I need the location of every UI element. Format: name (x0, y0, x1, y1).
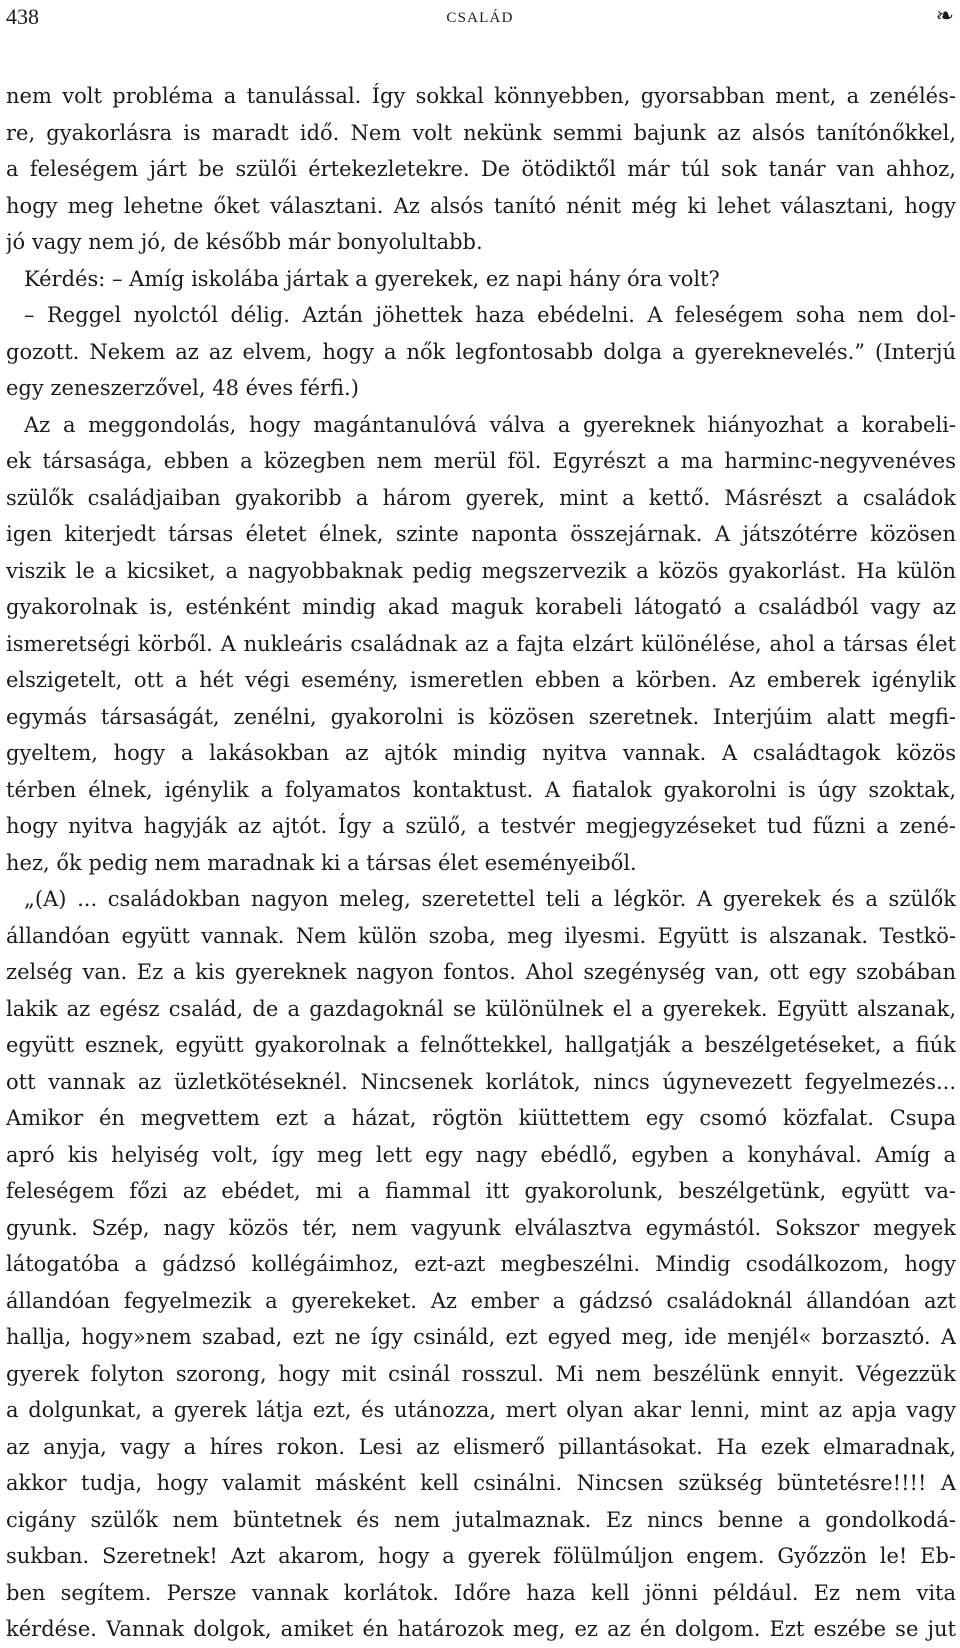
text-line: elszigetelt, ott a hét végi esemény, ismeretlen ebben a körben. Az emberek igénylik (6, 668, 956, 692)
text-line: a dolgunkat, a gyerek látja ezt, és utánozza, mert olyan akar lenni, mint az apja vagy (6, 1398, 956, 1422)
text-line: állandóan fegyelmezik a gyerekeket. Az ember a gádzsó családoknál állandóan azt (6, 1288, 956, 1313)
text-line: gyerek folyton szorong, hogy mit csinál rosszul. Mi nem beszélünk ennyit. Végezzük (6, 1361, 956, 1386)
text-line: ismeretségi körből. A nukleáris családnak az a fajta elzárt különélése, ahol a társas élet (6, 631, 956, 656)
text-line: együtt esznek, együtt gyakorolnak a felnőttekkel, hallgatják a beszélgetéseket, a fiúk (6, 1033, 956, 1057)
text-line: szülők családjaiban gyakoribb a három gyerek, mint a kettő. Másrészt a családok (6, 485, 956, 510)
text-line: feleségem főzi az ebédet, mi a fiammal itt gyakorolunk, beszélgetünk, együtt va- (6, 1179, 956, 1203)
text-line: hogy meg lehetne őket választani. Az alsós tanító nénit még ki lehet választani, hogy (6, 193, 956, 218)
text-line: hallja, hogy»nem szabad, ezt ne így csináld, ezt egyed meg, ide menjél« borzasztó. A (6, 1325, 956, 1349)
text-line: térben élnek, igénylik a folyamatos kontaktust. A fiatalok gyakorolni is úgy szoktak, (6, 777, 956, 802)
page-header (6, 2, 954, 32)
text-line: egy zeneszerzővel, 48 éves férfi.) (6, 376, 359, 400)
text-line: sukban. Szeretnek! Azt akarom, hogy a gyerek fölülmúljon engem. Győzzön le! Eb- (6, 1544, 956, 1568)
text-line: látogatóba a gádzsó kollégáimhoz, ezt-azt megbeszélni. Mindig csodálkozom, hogy (6, 1252, 956, 1276)
running-head: CSALÁD (446, 10, 514, 26)
text-line: apró kis helyiség volt, így meg lett egy nagy ebédlő, egyben a konyhával. Amíg a (6, 1142, 956, 1167)
text-line: hogy nyitva hagyják az ajtót. Így a szülő, a testvér megjegyzéseket tud fűzni a zené- (6, 814, 956, 838)
text-line: gozott. Nekem az az elvem, hogy a nők legfontosabb dolga a gyereknevelés.” (Interjú (6, 339, 956, 364)
text-line: nem volt probléma a tanulással. Így sokkal könnyebben, gyorsabban ment, a zenélés- (6, 84, 956, 108)
text-line: gyeltem, hogy a lakásokban az ajtók mindig nyitva vannak. A családtagok közös (6, 741, 956, 765)
text-line: igen kiterjedt társas életet élnek, szinte naponta összejárnak. A játszótérre közösen (6, 522, 956, 546)
text-line: gyakorolnak is, esténként mindig akad maguk korabeli látogató a családból vagy az (6, 595, 956, 619)
text-line: az anyja, vagy a híres rokon. Lesi az elismerő pillantásokat. Ha ezek elmaradnak, (6, 1434, 956, 1459)
text-line: a feleségem járt be szülői értekezletekre. De ötödiktől már túl sok tanár van ahhoz, (6, 157, 956, 181)
text-line: állandóan együtt vannak. Nem külön szoba, meg ilyesmi. Együtt is alszanak. Testkö- (6, 923, 956, 948)
text-line: – Reggel nyolctól délig. Aztán jöhettek haza ebédelni. A feleségem soha nem dol- (24, 303, 956, 327)
text-line: ott vannak az üzletkötéseknél. Nincsenek korlátok, nincs úgynevezett fegyelmezés... (6, 1069, 956, 1094)
page-number: 438 (6, 4, 39, 29)
text-line: kérdése. Vannak dolgok, amiket én határozok meg, ez az én dolgom. Ezt eszébe se jut (6, 1617, 956, 1641)
text-line: gyunk. Szép, nagy közös tér, nem vagyunk elválasztva egymástól. Sokszor megyek (6, 1215, 956, 1240)
text-line: Az a meggondolás, hogy magántanulóvá válva a gyereknek hiányozhat a korabeli- (24, 412, 956, 437)
text-line: lakik az egész család, de a gazdagoknál se különülnek el a gyerekek. Együtt alszanak, (6, 996, 956, 1021)
text-line: ek társasága, ebben a közegben nem merül föl. Egyrészt a ma harminc-negyvenéves (6, 449, 956, 473)
text-line: egymás társaságát, zenélni, gyakorolni is közösen szeretnek. Interjúim alatt megfi- (6, 704, 956, 729)
text-line: hez, ők pedig nem maradnak ki a társas élet eseményeiből. (6, 850, 637, 875)
text-line: akkor tudja, hogy valamit másként kell csinálni. Nincsen szükség büntetésre!!!! A (6, 1471, 956, 1495)
text-line: Kérdés: – Amíg iskolába jártak a gyerekek, ez napi hány óra volt? (24, 266, 720, 291)
text-line: re, gyakorlásra is maradt idő. Nem volt nekünk semmi bajunk az alsós tanítónőkkel, (6, 120, 956, 145)
text-line: ben segítem. Persze vannak korlátok. Időre haza kell jönni például. Ez nem vita (6, 1580, 956, 1605)
text-line: viszik le a kicsiket, a nagyobbaknak pedig megszervezik a közös gyakorlást. Ha külön (6, 558, 956, 583)
text-line: zelség van. Ez a kis gyereknek nagyon fontos. Ahol szegénység van, ott egy szobában (6, 960, 956, 984)
text-line: Amikor én megvettem ezt a házat, rögtön kiüttettem egy csomó közfalat. Csupa (6, 1106, 956, 1130)
text-line: „(A) ... családokban nagyon meleg, szeretettel teli a légkör. A gyerekek és a szülők (24, 887, 956, 911)
text-line: jó vagy nem jó, de később már bonyolultabb. (6, 230, 483, 254)
text-line: cigány szülők nem büntetnek és nem jutalmaznak. Ez nincs benne a gondolkodá- (6, 1507, 956, 1532)
body-text (6, 78, 956, 1648)
fleuron-icon: ❧ (935, 4, 954, 29)
